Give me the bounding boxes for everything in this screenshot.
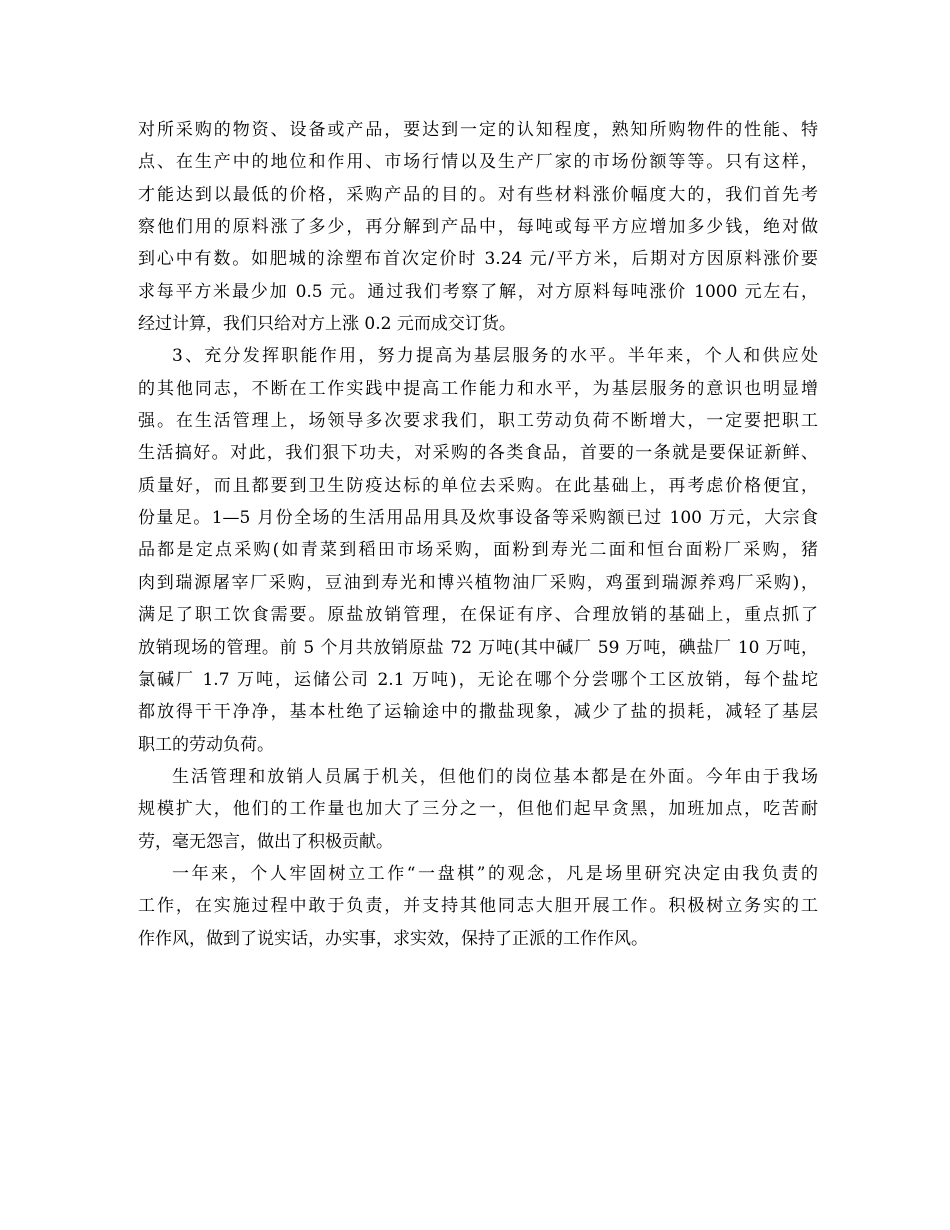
text-line: 强。在生活管理上，场领导多次要求我们，职工劳动负荷不断增大，一定要把职工	[138, 411, 818, 432]
text-line: 才能达到以最低的价格，采购产品的目的。对有些材料涨价幅度大的，我们首先考	[138, 184, 818, 205]
text-line: 求每平方米最少加 0.5 元。通过我们考察了解，对方原料每吨涨价 1000 元左右，	[138, 281, 818, 302]
text-line: 氯碱厂 1.7 万吨，运储公司 2.1 万吨)，无论在哪个分尝哪个工区放销，每个盐坨	[138, 669, 818, 690]
text-line: 经过计算，我们只给对方上涨 0.2 元而成交订货。	[138, 314, 516, 335]
text-line: 规模扩大，他们的工作量也加大了三分之一，但他们起早贪黑，加班加点，吃苦耐	[138, 799, 818, 820]
text-line: 生活搞好。对此，我们狠下功夫，对采购的各类食品，首要的一条就是要保证新鲜、	[138, 443, 818, 464]
paragraph	[138, 761, 818, 858]
text-line: 放销现场的管理。前 5 个月共放销原盐 72 万吨(其中碱厂 59 万吨，碘盐厂 10 万吨，	[138, 637, 818, 658]
text-line: 份量足。1—5 月份全场的生活用品用具及炊事设备等采购额已过 100 万元，大宗食	[138, 508, 818, 529]
text-line: 对所采购的物资、设备或产品，要达到一定的认知程度，熟知所购物件的性能、特	[138, 120, 818, 140]
text-line: 察他们用的原料涨了多少，再分解到产品中，每吨或每平方应增加多少钱，绝对做	[138, 217, 818, 238]
text-line: 点、在生产中的地位和作用、市场行情以及生产厂家的市场份额等等。只有这样，	[138, 152, 818, 173]
paragraph	[138, 340, 818, 760]
paragraph	[138, 114, 818, 340]
text-line: 的其他同志，不断在工作实践中提高工作能力和水平，为基层服务的意识也明显增	[138, 378, 818, 399]
text-line: 生活管理和放销人员属于机关，但他们的岗位基本都是在外面。今年由于我场	[172, 766, 818, 787]
text-line: 3、充分发挥职能作用，努力提高为基层服务的水平。半年来，个人和供应处	[172, 346, 818, 367]
document-body	[138, 114, 818, 955]
text-line: 满足了职工饮食需要。原盐放销管理，在保证有序、合理放销的基础上，重点抓了	[138, 605, 818, 626]
text-line: 质量好，而且都要到卫生防疫达标的单位去采购。在此基础上，再考虑价格便宜，	[138, 475, 818, 496]
text-line: 肉到瑞源屠宰厂采购，豆油到寿光和博兴植物油厂采购，鸡蛋到瑞源养鸡厂采购)，	[138, 572, 818, 593]
text-line: 一年来，个人牢固树立工作“一盘棋”的观念，凡是场里研究决定由我负责的	[172, 863, 818, 884]
paragraph	[138, 858, 818, 955]
text-line: 到心中有数。如肥城的涂塑布首次定价时 3.24 元/平方米，后期对方因原料涨价要	[138, 249, 818, 270]
text-line: 都放得干干净净，基本杜绝了运输途中的撒盐现象，减少了盐的损耗，减轻了基层	[138, 702, 818, 723]
text-line: 品都是定点采购(如青菜到稻田市场采购，面粉到寿光二面和恒台面粉厂采购，猪	[138, 540, 818, 561]
text-line: 工作，在实施过程中敢于负责，并支持其他同志大胆开展工作。积极树立务实的工	[138, 896, 818, 917]
text-line: 作作风，做到了说实话，办实事，求实效，保持了正派的工作作风。	[138, 928, 648, 949]
text-line: 职工的劳动负荷。	[138, 734, 274, 755]
text-line: 劳，毫无怨言，做出了积极贡献。	[138, 831, 393, 852]
